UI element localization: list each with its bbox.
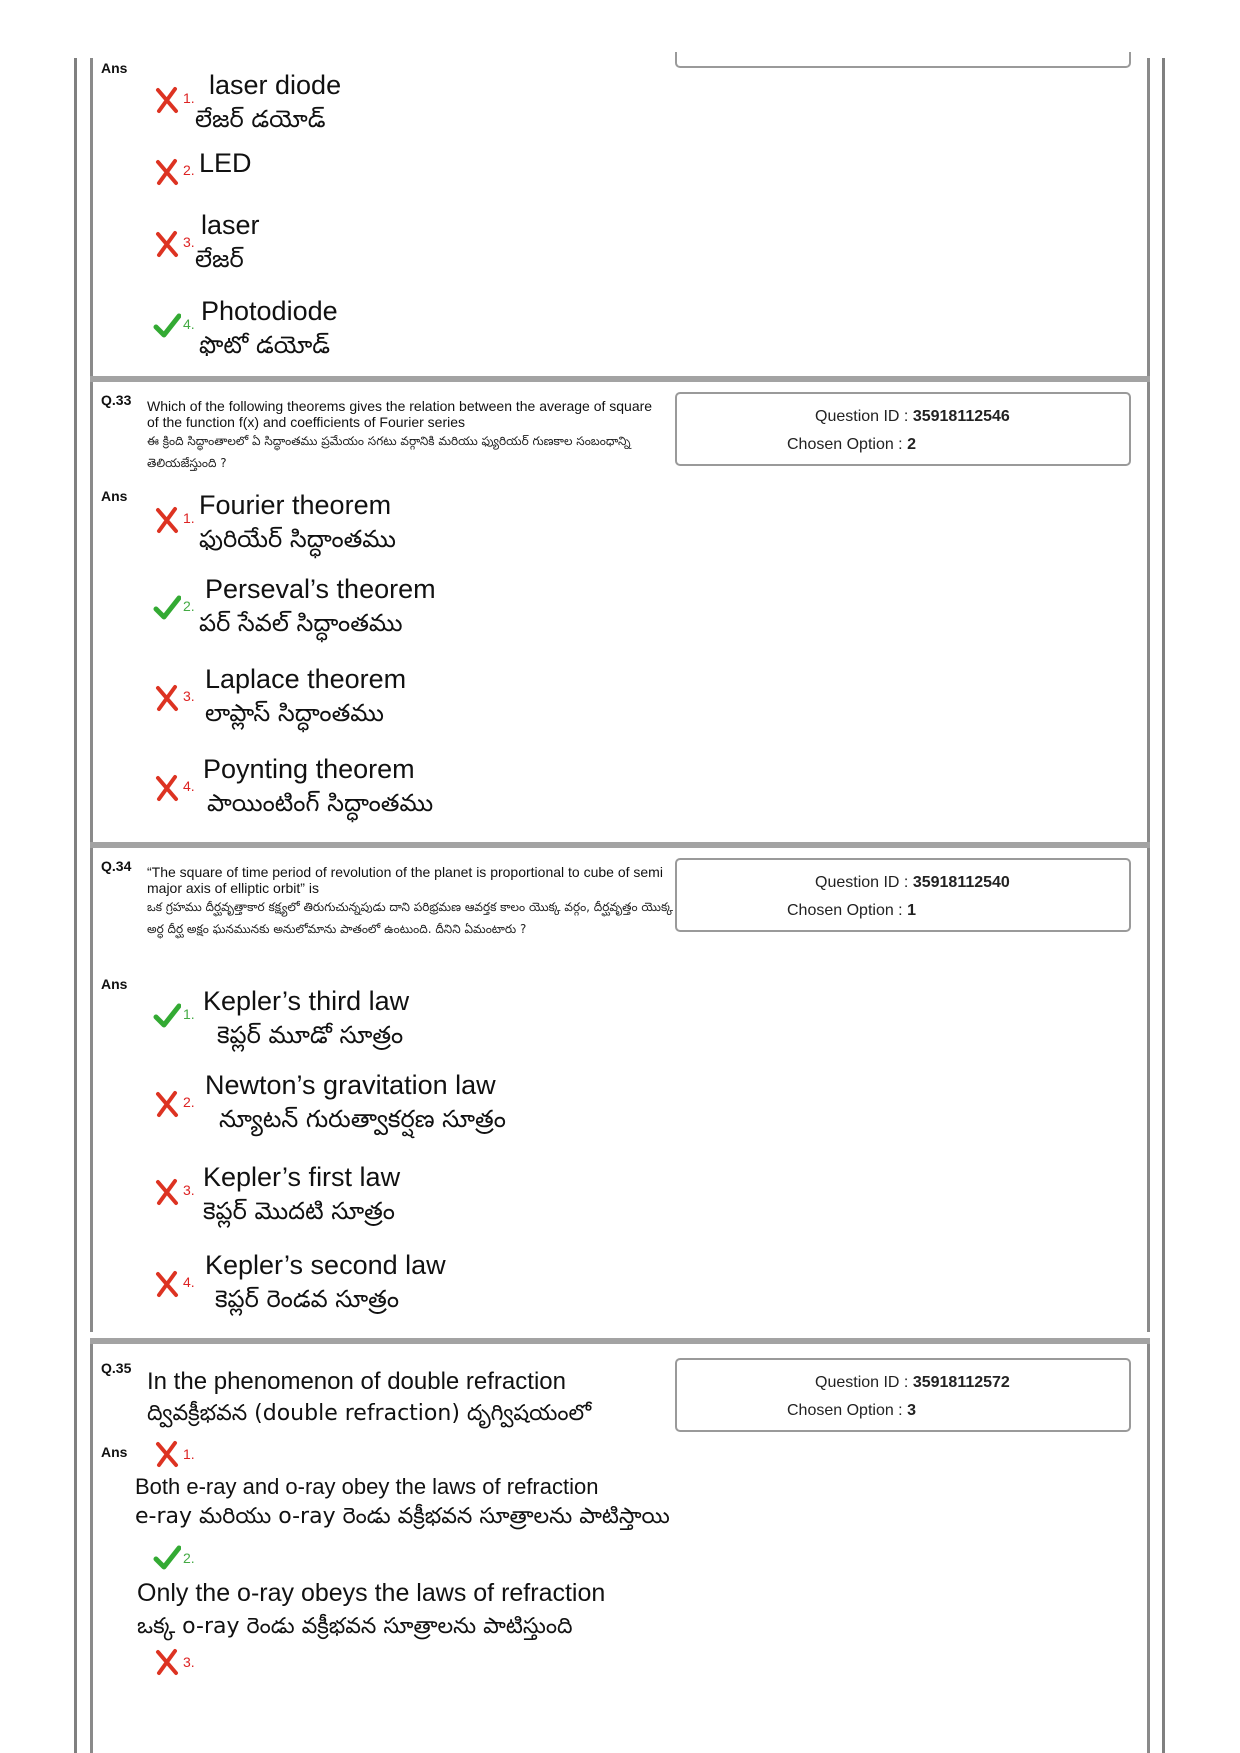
option-text-te: కెప్లర్ మొదటి సూత్రం — [203, 1197, 395, 1225]
option-text-te: e-ray మరియు o-ray రెండు వక్రీభవన సూత్రాలను పాటిస్తాయి — [135, 1504, 670, 1529]
cross-icon — [153, 1090, 181, 1118]
option-number: 1. — [183, 1446, 195, 1462]
option-number: 2. — [183, 1094, 195, 1110]
question-panel-34 — [90, 848, 1150, 1332]
option-number: 4. — [183, 1274, 195, 1290]
chosen-option-label: Chosen Option : — [787, 902, 903, 919]
option-number: 1. — [183, 1006, 195, 1022]
option-number: 4. — [183, 778, 195, 794]
question-id-value: 35918112540 — [912, 874, 1010, 891]
chosen-option-label: Chosen Option : — [787, 1402, 903, 1419]
question-text-en: In the phenomenon of double refraction — [147, 1368, 566, 1395]
option-text-te: లేజర్ — [195, 245, 244, 273]
option-number: 1. — [183, 510, 195, 526]
option-text-en: LED — [199, 148, 252, 178]
cross-icon — [153, 158, 181, 186]
option-text-te: లాప్లాస్ సిద్ధాంతము — [205, 699, 384, 727]
option-text-te: ఫొటో డయోడ్ — [199, 331, 331, 359]
option-number: 2. — [183, 1550, 195, 1566]
option-number: 3. — [183, 234, 195, 250]
check-icon — [153, 1544, 181, 1572]
option-text-te: ఫురియేర్ సిద్ధాంతము — [199, 525, 396, 553]
chosen-option-value: 3 — [907, 1402, 916, 1419]
question-id-label: Question ID : — [815, 874, 909, 891]
ans-label: Ans — [101, 1444, 128, 1460]
question-text-te: ద్వివక్రీభవన (double refraction) దృగ్విషయంలో — [147, 1401, 592, 1426]
ans-label: Ans — [101, 976, 128, 992]
option-text-en: Kepler’s first law — [203, 1162, 401, 1192]
cross-icon — [153, 1270, 181, 1298]
page-border-right — [1162, 58, 1165, 1753]
cross-icon — [153, 1440, 181, 1468]
option-text-en: Newton’s gravitation law — [205, 1070, 496, 1100]
option-text-en: Kepler’s second law — [205, 1250, 446, 1280]
question-text — [147, 864, 683, 940]
option-number: 3. — [183, 1182, 195, 1198]
question-text-en: “The square of time period of revolution of the planet is proportional to cube of semi major axis of elliptic orbit” is — [147, 864, 663, 896]
question-number: Q.35 — [101, 1360, 132, 1376]
option-number: 3. — [183, 688, 195, 704]
chosen-option-value: 1 — [907, 902, 916, 919]
cross-icon — [153, 1648, 181, 1676]
option-text-te: కెప్లర్ మూడో సూత్రం — [217, 1021, 404, 1049]
check-icon — [153, 594, 181, 622]
question-panel-33 — [90, 382, 1150, 842]
cross-icon — [153, 86, 181, 114]
ans-label: Ans — [101, 60, 128, 76]
option-text-en: Poynting theorem — [203, 754, 415, 784]
check-icon — [153, 1002, 181, 1030]
option-number: 2. — [183, 162, 195, 178]
chosen-option-label: Chosen Option : — [787, 436, 903, 453]
option-text-en: Perseval’s theorem — [205, 574, 436, 604]
question-info-box — [675, 392, 1131, 466]
cross-icon — [153, 230, 181, 258]
cross-icon — [153, 506, 181, 534]
question-number: Q.34 — [101, 858, 132, 874]
question-panel-35 — [90, 1344, 1150, 1753]
info-box-partial — [675, 52, 1131, 68]
option-text-en: Both e-ray and o-ray obey the laws of refraction — [135, 1474, 599, 1499]
question-text-en: Which of the following theorems gives the relation between the average of square of the function f(x) and coefficients of Fourier series — [147, 398, 653, 430]
option-text-en: Only the o-ray obeys the laws of refraction — [137, 1579, 606, 1607]
option-text-en: Fourier theorem — [199, 490, 392, 520]
ans-label: Ans — [101, 488, 128, 504]
question-id-label: Question ID : — [815, 1374, 909, 1391]
chosen-option-value: 2 — [907, 436, 916, 453]
cross-icon — [153, 684, 181, 712]
question-number: Q.33 — [101, 392, 132, 408]
option-text-te: పర్ సేవల్ సిద్ధాంతము — [199, 609, 403, 637]
question-info-box — [675, 1358, 1131, 1432]
option-text-te: పాయింటింగ్ సిద్ధాంతము — [207, 789, 434, 817]
question-info-box — [675, 858, 1131, 932]
question-text — [147, 398, 667, 474]
option-text-te: న్యూటన్ గురుత్వాకర్షణ సూత్రం — [219, 1105, 506, 1133]
question-id-value: 35918112546 — [912, 408, 1010, 425]
question-id-value: 35918112572 — [912, 1374, 1010, 1391]
option-text-en: laser — [201, 210, 260, 240]
question-id-label: Question ID : — [815, 408, 909, 425]
check-icon — [153, 312, 181, 340]
page-border-left — [74, 58, 77, 1753]
option-text-en: Kepler’s third law — [203, 986, 410, 1016]
question-text-te: ఈ క్రింది సిద్ధాంతాలలో ఏ సిద్ధాంతము ప్రమేయం సగటు వర్గానికి మరియు ఫ్యురియర్ గుణకాల సంబంధాన్ని తెలియజేస్తుంది ? — [147, 434, 631, 470]
option-number: 3. — [183, 1654, 195, 1670]
cross-icon — [153, 1178, 181, 1206]
option-number: 1. — [183, 90, 195, 106]
option-number: 4. — [183, 316, 195, 332]
option-text-te: లేజర్ డయోడ్ — [195, 105, 326, 133]
cross-icon — [153, 774, 181, 802]
option-text-te: ఒక్క o-ray రెండు వక్రీభవన సూత్రాలను పాటిస్తుంది — [137, 1614, 573, 1639]
question-panel-32 — [90, 58, 1150, 378]
option-text-en: Laplace theorem — [205, 664, 407, 694]
question-text — [147, 1366, 687, 1430]
option-text-en: Photodiode — [201, 296, 338, 326]
option-number: 2. — [183, 598, 195, 614]
option-text-en: laser diode — [209, 70, 342, 100]
option-text-te: కెప్లర్ రెండవ సూత్రం — [215, 1285, 400, 1313]
question-text-te: ఒక గ్రహము దీర్ఘవృత్తాకార కక్ష్యలో తిరుగుచున్నపుడు దాని పరిభ్రమణ ఆవర్తక కాలం యొక్క వర్గం, దీర్ఘవృత్తం యొక్క అర్ధ దీర్ఘ అక్షం ఘనమునకు అనులోమాను పాతంలో ఉంటుంది. దీనిని ఏమంటారు ? — [147, 900, 674, 936]
